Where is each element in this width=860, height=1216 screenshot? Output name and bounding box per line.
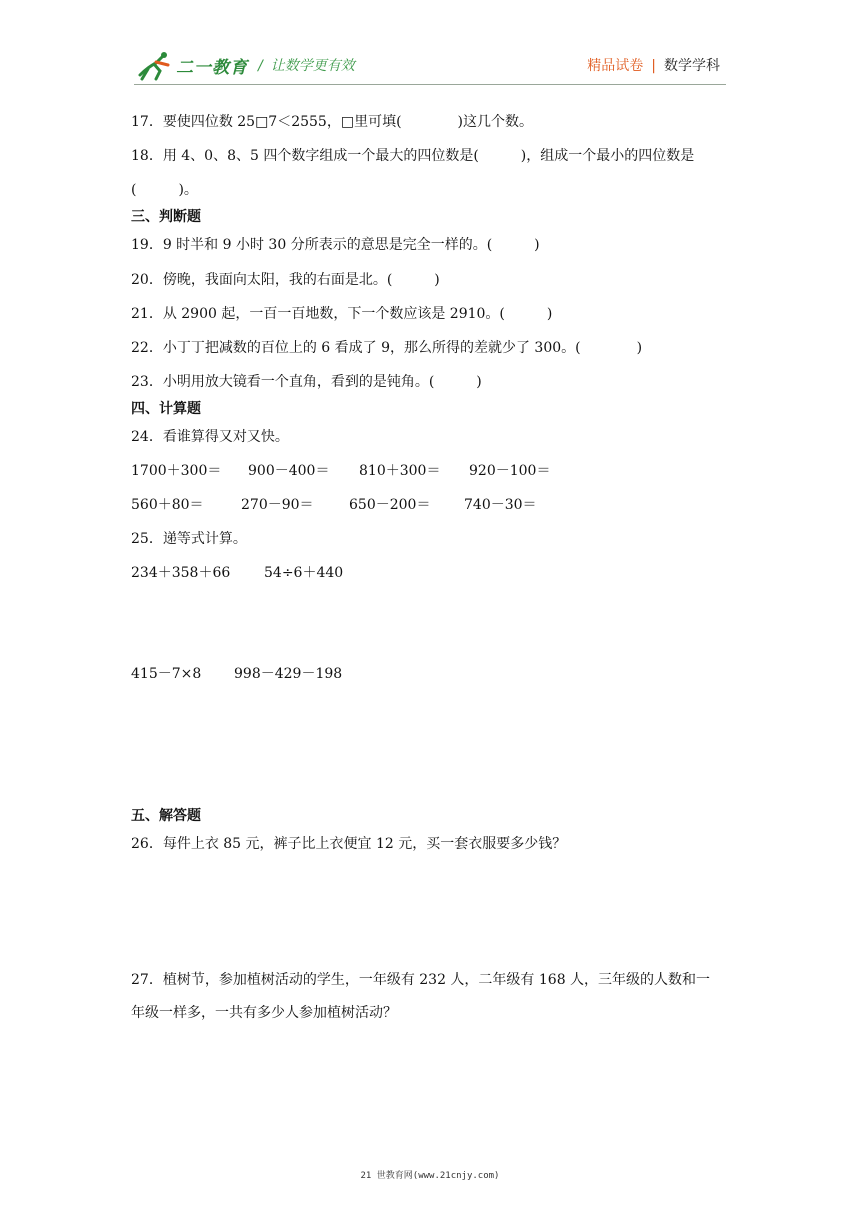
- question-25: 25．递等式计算。: [131, 531, 247, 547]
- section-calculation: 四、计算题: [131, 401, 201, 417]
- tag-quality: 精品试卷: [587, 58, 644, 74]
- question-17: 17．要使四位数 25□7＜2555，□里可填( )这几个数。: [131, 114, 533, 130]
- calc-item: 560＋80＝: [131, 497, 204, 513]
- tag-subject: 数学学科: [664, 58, 720, 74]
- question-26: 26．每件上衣 85 元，裤子比上衣便宜 12 元，买一套衣服要多少钱？: [131, 836, 567, 852]
- step-calc-item: 415－7×8: [131, 666, 202, 682]
- step-calc-item: 234＋358＋66: [131, 565, 231, 581]
- page-footer: 21 世教育网(www.21cnjy.com): [360, 1171, 500, 1181]
- step-calc-item: 998－429－198: [234, 666, 343, 682]
- question-27-line1: 27．植树节，参加植树活动的学生，一年级有 232 人，二年级有 168 人，三年级的人数和一: [131, 972, 711, 988]
- question-23: 23．小明用放大镜看一个直角，看到的是钝角。( ): [131, 374, 482, 390]
- brand-name: 二一教育: [176, 57, 248, 78]
- slogan-text: 让数学更有效: [270, 58, 355, 74]
- logo: [134, 48, 248, 82]
- calc-item: 650－200＝: [349, 497, 431, 513]
- subject-tag: [587, 55, 720, 75]
- calc-item: 740－30＝: [464, 497, 537, 513]
- slogan: [258, 55, 355, 75]
- section-true-false: 三、判断题: [131, 209, 201, 225]
- question-27-line2: 年级一样多，一共有多少人参加植树活动？: [131, 1005, 397, 1021]
- calc-item: 900－400＝: [248, 463, 330, 479]
- question-21: 21．从 2900 起，一百一百地数，下一个数应该是 2910。( ): [131, 306, 553, 322]
- question-20: 20．傍晚，我面向太阳，我的右面是北。( ): [131, 272, 440, 288]
- tag-separator: |: [651, 58, 656, 74]
- question-24: 24．看谁算得又对又快。: [131, 429, 289, 445]
- calc-item: 270－90＝: [241, 497, 314, 513]
- question-19: 19．9 时半和 9 小时 30 分所表示的意思是完全一样的。( ): [131, 237, 540, 253]
- header-divider: [134, 84, 726, 85]
- page-header: [134, 46, 726, 86]
- question-18-line1: 18．用 4、0、8、5 四个数字组成一个最大的四位数是( )，组成一个最小的四位数是: [131, 148, 695, 164]
- question-22: 22．小丁丁把减数的百位上的 6 看成了 9，那么所得的差就少了 300。( ): [131, 340, 643, 356]
- section-word-problems: 五、解答题: [131, 808, 201, 824]
- calc-item: 1700＋300＝: [131, 463, 222, 479]
- slogan-slash: /: [258, 58, 263, 74]
- question-18-line2: ( )。: [131, 182, 198, 198]
- calc-item: 920－100＝: [469, 463, 551, 479]
- runner-logo-icon: [134, 49, 174, 81]
- step-calc-item: 54÷6＋440: [264, 565, 344, 581]
- calc-item: 810＋300＝: [359, 463, 441, 479]
